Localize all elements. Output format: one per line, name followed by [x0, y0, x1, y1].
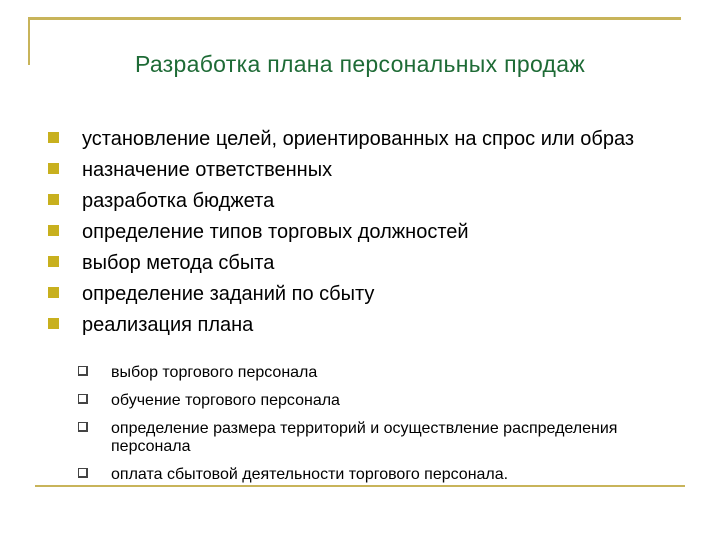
list-item [48, 314, 688, 336]
square-bullet-icon [48, 256, 59, 267]
square-bullet-icon [48, 225, 59, 236]
square-bullet-icon [48, 318, 59, 329]
hollow-square-bullet-icon [78, 366, 88, 376]
slide-title: Разработка плана персональных продаж [134, 51, 586, 77]
list-item-text: реализация плана [82, 314, 254, 336]
sub-list-item [78, 466, 678, 484]
square-bullet-icon [48, 132, 59, 143]
list-item-text: разработка бюджета [82, 190, 275, 212]
list-item-text: назначение ответственных [82, 159, 333, 181]
list-item [48, 252, 688, 274]
top-rule [28, 17, 681, 20]
list-item [48, 190, 688, 212]
sub-list-item [78, 364, 678, 382]
sub-list-item-text: выбор торгового персонала [111, 364, 318, 381]
hollow-square-bullet-icon [78, 394, 88, 404]
sub-list-item [78, 392, 678, 410]
list-item-text: установление целей, ориентированных на спрос или образ [82, 128, 635, 150]
hollow-square-bullet-icon [78, 422, 88, 432]
list-item [48, 159, 688, 181]
list-item-text: определение типов торговых должностей [82, 221, 469, 243]
square-bullet-icon [48, 287, 59, 298]
bottom-rule [35, 485, 685, 487]
sub-list-item-text: оплата сбытовой деятельности торгового персонала. [111, 466, 509, 483]
square-bullet-icon [48, 163, 59, 174]
list-item [48, 128, 688, 150]
sub-list-item [78, 420, 678, 456]
list-item [48, 221, 688, 243]
sub-list-item-text: определение размера территорий и осуществление распределения персонала [111, 420, 618, 455]
hollow-square-bullet-icon [78, 468, 88, 478]
square-bullet-icon [48, 194, 59, 205]
sub-bullet-list [78, 364, 678, 494]
list-item-text: выбор метода сбыта [82, 252, 275, 274]
sub-list-item-text: обучение торгового персонала [111, 392, 340, 409]
list-item [48, 283, 688, 305]
bullet-list [48, 128, 688, 345]
list-item-text: определение заданий по сбыту [82, 283, 375, 305]
